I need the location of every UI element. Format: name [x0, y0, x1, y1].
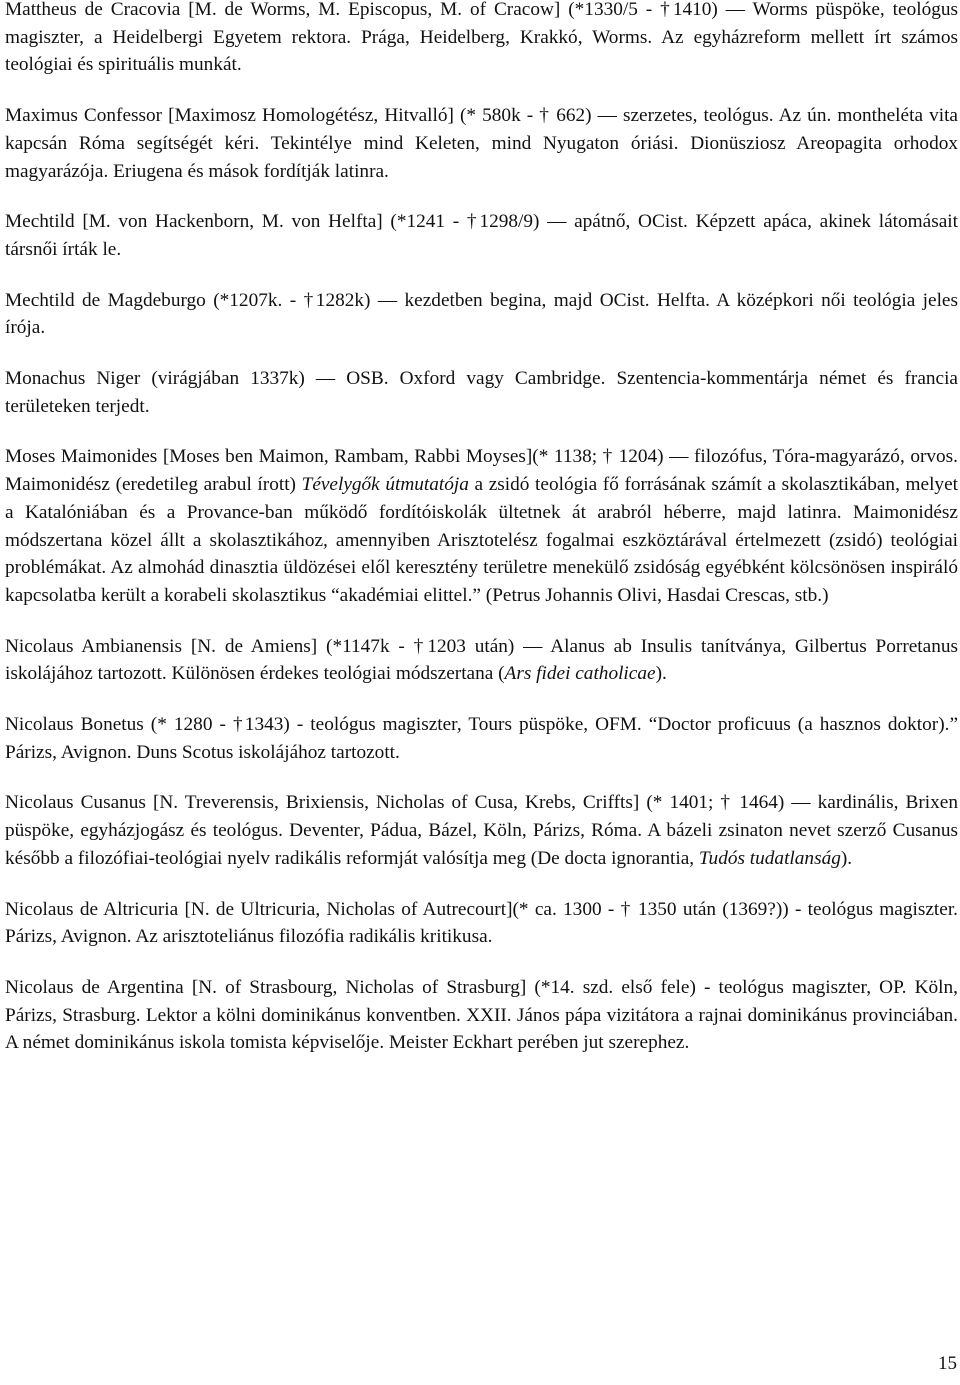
entry-text: a zsidó teológia fő forrásának számít a skolasztikában, melyet a Katalóniában és a Provance-ban működő fordítóiskolák ültetnek át arabról héberre, majd latinra. Maimonidész módszertana közel állt a skolasztikához, amennyiben Arisztotelész fogalmai eszköztárával értelmezett (zsidó) teológiai problémákat. Az almohád dinasztia üldözései elől keresztény területre menekülő zsidóság egyébként kölcsönösen inspiráló kapcsolatba került a korabeli skolasztikus “akadémiai elittel.” (Petrus Johannis Olivi, Hasdai Crescas, stb.) — [5, 474, 958, 606]
entry-mattheus — [5, 0, 958, 79]
document-page — [5, 0, 958, 1080]
entry-nicolaus-ambianensis — [5, 633, 958, 688]
entry-maximus — [5, 102, 958, 185]
entry-text: ). — [655, 663, 667, 685]
entry-text: Mattheus de Cracovia [M. de Worms, M. Episcopus, M. of Cracow] (*1330/5 - †1410) — Worms püspöke, teológus magiszter, a Heidelbergi Egyetem rektora. Prága, Heidelberg, Krakkó, Worms. Az egyházreform mellett írt számos teológiai és spirituális munkát. — [5, 0, 958, 76]
entry-italic-title: Tudós tudatlanság — [698, 847, 841, 869]
page-number: 15 — [938, 1353, 957, 1374]
entry-text: Nicolaus de Argentina [N. of Strasbourg, Nicholas of Strasburg] (*14. szd. első fele) - teológus magiszter, OP. Köln, Párizs, Strasburg. Lektor a kölni dominikánus konventben. XXII. János pápa vizitátora a rajnai dominikánus provinciában. A német dominikánus iskola tomista képviselője. Meister Eckhart perében jut szerephez. — [5, 976, 958, 1054]
entry-monachus-niger — [5, 365, 958, 420]
entry-italic-title: Ars fidei catholicae — [504, 663, 656, 685]
entry-nicolaus-argentina — [5, 974, 958, 1057]
entry-text: Mechtild [M. von Hackenborn, M. von Helfta] (*1241 - †1298/9) — apátnő, OCist. Képzett apáca, akinek látomásait társnői írták le. — [5, 211, 958, 260]
entry-mechtild-hackenborn — [5, 208, 958, 263]
entry-nicolaus-cusanus — [5, 789, 958, 872]
entry-text: ). — [840, 847, 853, 869]
entry-nicolaus-bonetus — [5, 711, 958, 766]
entry-text: Moses Maimonides [Moses ben Maimon, Rambam, Rabbi Moyses](* 1138; † 1204) — filozófus, Tóra-magyarázó, orvos. Maimonidész (eredetileg arabul írott) — [5, 446, 958, 496]
entry-moses-maimonides — [5, 443, 958, 609]
entry-mechtild-magdeburgo — [5, 287, 958, 342]
entry-italic-title: Tévelygők útmutatója — [301, 474, 469, 496]
entry-nicolaus-altricuria — [5, 896, 958, 951]
entry-text: Mechtild de Magdeburgo (*1207k. - †1282k) — kezdetben begina, majd OCist. Helfta. A középkori női teológia jeles írója. — [5, 289, 958, 339]
entry-text: Nicolaus Cusanus [N. Treverensis, Brixiensis, Nicholas of Cusa, Krebs, Criffts] (* 1401; † 1464) — kardinális, Brixen püspöke, egyházjogász és teológus. Deventer, Pádua, Bázel, Köln, Párizs, Róma. A bázeli zsinaton nevet szerző Cusanus később a filozófiai-teológiai nyelv radikális reformját valósítja meg (De docta ignorantia, — [5, 792, 958, 869]
entry-text: Maximus Confessor [Maximosz Homologétész, Hitvalló] (* 580k - † 662) — szerzetes, teológus. Az ún. montheléta vita kapcsán Róma segítségét kéri. Tekintélye mind Keleten, mind Nyugaton óriási. Dionüsziosz Areopagita orhodox magyarázója. Eriugena és mások fordítják latinra. — [5, 105, 958, 182]
entry-text: Nicolaus de Altricuria [N. de Ultricuria, Nicholas of Autrecourt](* ca. 1300 - † 1350 után (1369?)) - teológus magiszter. Párizs, Avignon. Az arisztoteliánus filozófia radikális kritikusa. — [5, 898, 958, 948]
entry-text: Monachus Niger (virágjában 1337k) — OSB. Oxford vagy Cambridge. Szentencia-kommentárja német és francia területeken terjedt. — [5, 368, 958, 417]
entry-text: Nicolaus Ambianensis [N. de Amiens] (*1147k - †1203 után) — Alanus ab Insulis tanítványa, Gilbertus Porretanus iskolájához tartozott. Különösen érdekes teológiai módszertana ( — [5, 635, 958, 685]
entry-text: Nicolaus Bonetus (* 1280 - †1343) - teológus magiszter, Tours püspöke, OFM. “Doctor proficuus (a hasznos doktor).” Párizs, Avignon. Duns Scotus iskolájához tartozott. — [5, 714, 958, 763]
